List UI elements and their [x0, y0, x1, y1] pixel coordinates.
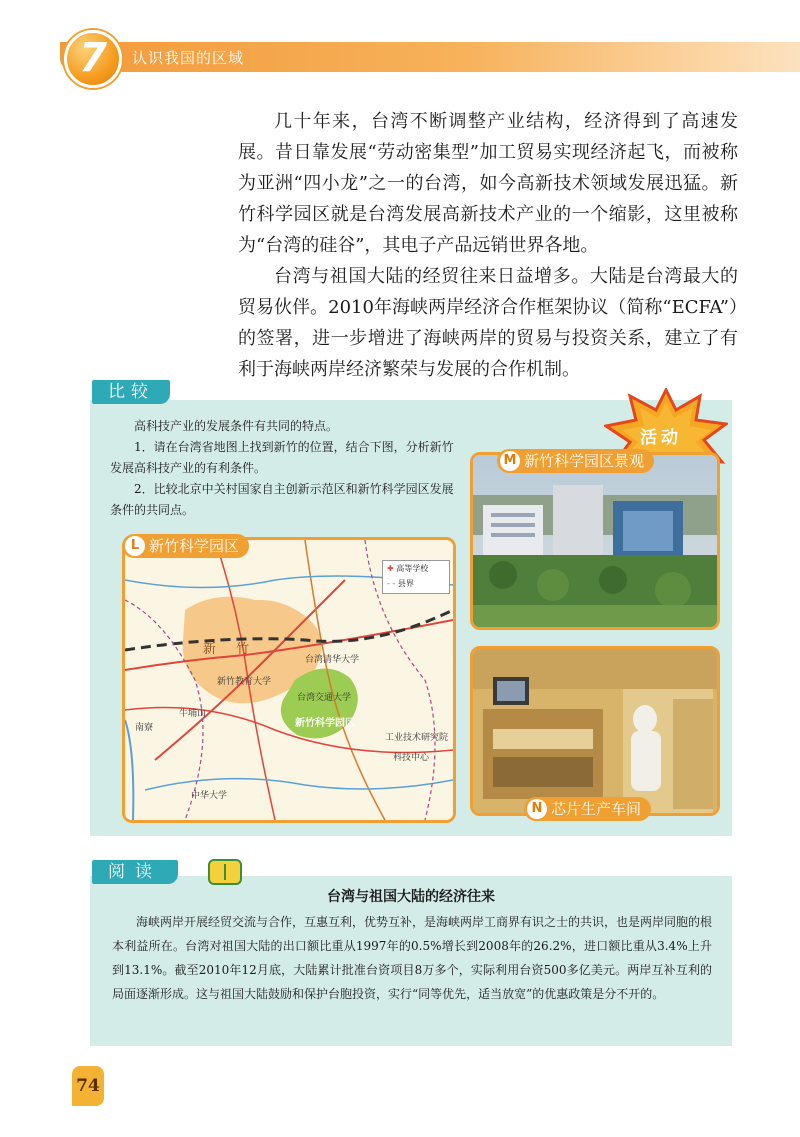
chip-workshop-image	[473, 649, 717, 813]
chapter-number: 7	[79, 35, 107, 81]
workshop-title-label	[524, 797, 651, 821]
map-label-university: 台湾交通大学	[297, 693, 352, 703]
page-number: 74	[72, 1066, 104, 1106]
map-label-place: 牛埔山	[179, 709, 207, 719]
body-paragraph: 几十年来，台湾不断调整产业结构，经济得到了高速发展。昔日靠发展“劳动密集型”加工贸易实现经济起飞，而被称为亚洲“四小龙”之一的台湾，如今高新技术领域发展迅猛。新竹科学园区就是台湾发展高新技术产业的一个缩影，这里被称为“台湾的硅谷”，其电子产品远销世界各地。	[238, 111, 738, 256]
legend-item-county-border: - - 县界	[387, 579, 414, 588]
reading-body: 海峡两岸开展经贸交流与合作，互惠互利，优势互补，是海峡两岸工商界有识之士的共识，也是两岸同胞的根本利益所在。台湾对祖国大陆的出口额比重从1997年的0.5%增长到2008年的26.2%，进口额比重从3.4%上升到13.1%。截至2010年12月底，大陆累计批准台资项目8万多个，实际利用台资500多亿美元。两岸互补互利的局面逐渐形成。这与祖国大陆鼓励和保护台胞投资，实行“同等优先，适当放宽”的优惠政策是分不开的。	[112, 915, 713, 1001]
chip-workshop-photo	[470, 646, 720, 816]
activity-label: 活动	[640, 428, 682, 448]
compare-item: 1．请在台湾省地图上找到新竹的位置，结合下图，分析新竹发展高科技产业的有利条件。	[110, 440, 454, 475]
open-book-icon	[208, 859, 242, 885]
compare-intro: 高科技产业的发展条件有共同的特点。	[134, 419, 339, 433]
landscape-letter: M	[500, 451, 520, 471]
compare-text	[110, 416, 460, 521]
map-title: 新竹科学园区	[149, 537, 240, 555]
park-landscape-photo	[470, 452, 720, 630]
compare-item: 2．比较北京中关村国家自主创新示范区和新竹科学园区发展条件的共同点。	[110, 482, 454, 517]
workshop-title: 芯片生产车间	[551, 800, 642, 818]
reading-tag: 阅读	[92, 860, 178, 884]
map-label-place: 南寮	[135, 723, 154, 733]
map-legend	[382, 560, 450, 594]
map-label-park: 新竹科学园区	[295, 718, 355, 729]
workshop-letter: N	[527, 799, 547, 819]
map-label-place: 科技中心	[393, 753, 430, 763]
landscape-title-label	[497, 449, 654, 473]
map-title-label	[122, 534, 249, 558]
compare-tag: 比较	[92, 380, 170, 404]
map-label-university: 新竹教育大学	[217, 677, 272, 687]
chapter-title: 认识我国的区域	[132, 49, 245, 67]
map-label-university: 中华大学	[191, 791, 228, 801]
legend-item-university: ✚ 高等学校	[387, 564, 429, 573]
reading-title: 台湾与祖国大陆的经济往来	[327, 889, 495, 905]
map-letter: L	[125, 536, 145, 556]
map-label-city: 新 竹	[203, 642, 258, 657]
body-text	[238, 106, 738, 385]
landscape-title: 新竹科学园区景观	[524, 452, 645, 470]
body-paragraph: 台湾与祖国大陆的经贸往来日益增多。大陆是台湾最大的贸易伙伴。2010年海峡两岸经济合作框架协议（简称“ECFA”）的签署，进一步增进了海峡两岸的贸易与投资关系，建立了有利于海峡两岸经济繁荣与发展的合作机制。	[238, 266, 738, 380]
map-label-institute: 工业技术研究院	[385, 733, 449, 743]
park-landscape-image	[473, 455, 717, 627]
map-label-university: 台湾清华大学	[305, 655, 360, 665]
chapter-badge	[64, 30, 122, 88]
